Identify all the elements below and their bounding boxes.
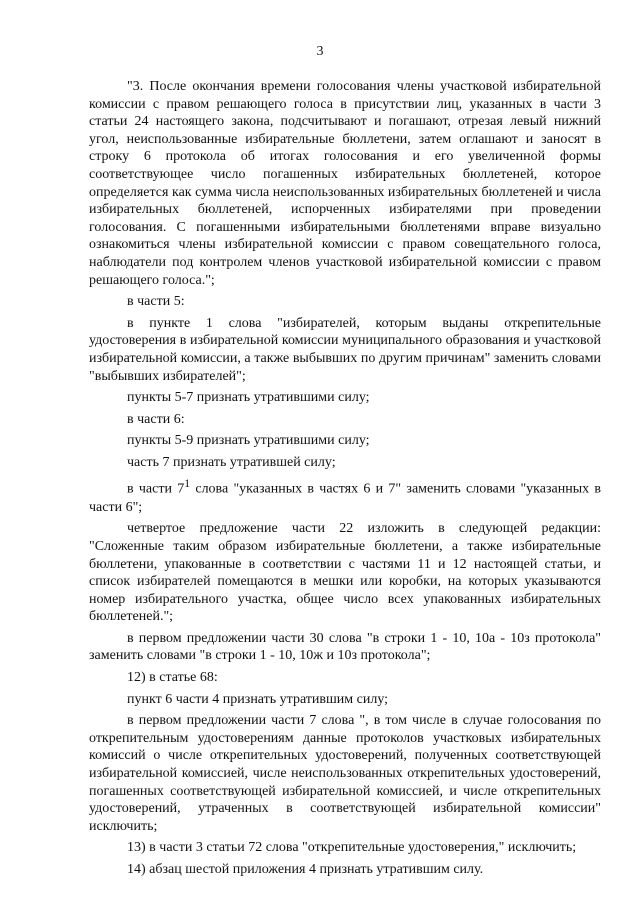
part-7-1-text: слова "указанных в частях 6 и 7" заменить словами "указанных в части 6"; bbox=[89, 482, 601, 515]
paragraph-items-5-9: пункты 5-9 признать утратившими силу; bbox=[127, 433, 370, 449]
document-body bbox=[89, 78, 601, 879]
paragraph-article-68: 12) в статье 68: bbox=[127, 670, 218, 686]
paragraph-item-1: в пункте 1 слова "избирателей, которым выданы открепительные удостоверения в избирательной комиссии муниципального образования и участковой избирательной комиссии, а также выбывших по другим причинам" заменить словами "выбывших избирателей"; bbox=[89, 315, 601, 384]
superscript-1: 1 bbox=[184, 477, 191, 491]
paragraph-part-30: в первом предложении части 30 слова "в строки 1 - 10, 10а - 10з протокола" заменить словами "в строки 1 - 10, 10ж и 10з протокола"; bbox=[89, 630, 601, 664]
paragraph-part-4-item-6: пункт 6 части 4 признать утратившим силу; bbox=[127, 691, 389, 707]
paragraph-article-72: 13) в части 3 статьи 72 слова "открепительные удостоверения," исключить; bbox=[127, 840, 577, 856]
paragraph-items-5-7: пункты 5-7 признать утратившими силу; bbox=[127, 390, 370, 406]
paragraph-quoted-part-3: "3. После окончания времени голосования члены участковой избирательной комиссии с правом решающего голоса в присутствии лиц, указанных в части 3 статьи 24 настоящего закона, подсчитывают и погашают, отрезая левый нижний угол, неиспользованные избирательные бюллетени, затем оглашают и заносят в строку 6 протокола об итогах голосования и его увеличенной формы соответствующее число погашенных избирательных бюллетеней, которое определяется как сумма числа неиспользованных избирательных бюллетеней и числа избирательных бюллетеней, испорченных избирателями при проведении голосования. С погашенными избирательными бюллетенями вправе визуально ознакомиться члены избирательной комиссии с правом совещательного голоса, наблюдатели под контролем членов участковой избирательной комиссии с правом решающего голоса."; bbox=[89, 79, 601, 288]
part-7-label: в части 7 bbox=[127, 482, 185, 498]
paragraph-part-7-sentence: в первом предложении части 7 слова ", в том числе в случае голосования по открепительным удостоверениям данные протоколов участковых избирательных комиссий о числе открепительных удостоверений, полученных соответствующей избирательной комиссией, числе неиспользованных открепительных удостоверений, погашенных соответствующей избирательной комиссией, и числе открепительных удостоверений, утраченных в соответствующей избирательной комиссии" исключить; bbox=[89, 713, 601, 834]
paragraph-part-7-1 bbox=[89, 475, 601, 516]
paragraph-part-22: четвертое предложение части 22 изложить в следующей редакции: "Сложенные таким образом избирательные бюллетени, а также избирательные бюллетени, упакованные в соответствии с частями 11 и 12 настоящей статьи, и список избирателей помещаются в мешки или коробки, на которых указываются номер избирательного участка, общее число всех упакованных избирательных бюллетеней."; bbox=[89, 521, 601, 625]
paragraph-part-7: часть 7 признать утратившей силу; bbox=[127, 454, 336, 470]
paragraph-part-5: в части 5: bbox=[127, 294, 185, 310]
paragraph-part-6: в части 6: bbox=[127, 411, 185, 427]
page-number: 3 bbox=[316, 44, 324, 59]
paragraph-appendix-4: 14) абзац шестой приложения 4 признать утратившим силу. bbox=[127, 862, 484, 877]
